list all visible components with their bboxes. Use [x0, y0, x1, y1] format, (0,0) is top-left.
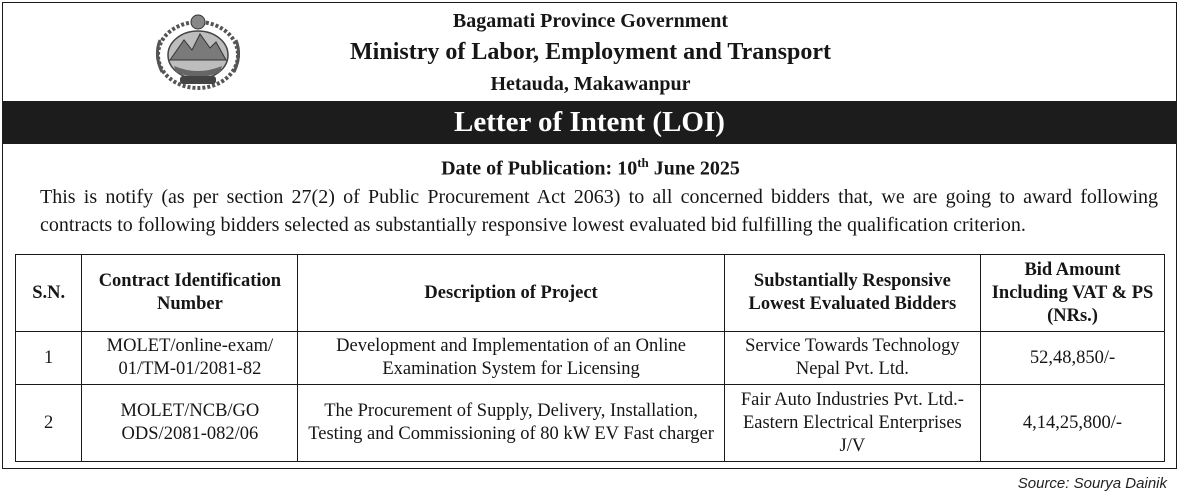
notice-body-text: This is notify (as per section 27(2) of Public Procurement Act 2063) to all concerned bidders that, we are going to award following contracts to following bidders selected as substantially responsive lowest evaluated bid fulfilling the qualification criterion.	[40, 186, 1158, 236]
source-credit: Source: Sourya Dainik	[1017, 475, 1167, 492]
header-bidder: Substantially Responsive Lowest Evaluated Bidders	[724, 255, 980, 332]
office-location: Hetauda, Makawanpur	[490, 73, 691, 95]
cell-contract-id: MOLET/online-exam/ 01/TM-01/2081-82	[82, 332, 298, 385]
cell-contract-id: MOLET/NCB/GO ODS/2081-082/06	[82, 385, 298, 462]
cell-sn: 2	[16, 385, 82, 462]
cell-description: Development and Implementation of an Online Examination System for Licensing	[298, 332, 724, 385]
table-row	[16, 385, 1165, 462]
header-sn: S.N.	[16, 255, 82, 332]
contracts-table	[15, 254, 1165, 462]
loi-title-banner: Letter of Intent (LOI)	[2, 101, 1177, 144]
publication-date	[0, 155, 1181, 181]
publication-date-rest: June 2025	[648, 157, 740, 180]
table-row	[16, 332, 1165, 385]
ministry-name: Ministry of Labor, Employment and Transport	[350, 39, 831, 65]
cell-amount: 4,14,25,800/-	[981, 385, 1165, 462]
table-header-row	[16, 255, 1165, 332]
cell-sn: 1	[16, 332, 82, 385]
cell-bidder: Fair Auto Industries Pvt. Ltd.-Eastern Electrical Enterprises J/V	[724, 385, 980, 462]
publication-date-label: Date of Publication: 10	[441, 157, 638, 180]
cell-description: The Procurement of Supply, Delivery, Installation, Testing and Commissioning of 80 kW EV Fast charger	[298, 385, 724, 462]
header-amount: Bid Amount Including VAT & PS (NRs.)	[981, 255, 1165, 332]
header-description: Description of Project	[298, 255, 724, 332]
cell-amount: 52,48,850/-	[981, 332, 1165, 385]
cell-bidder: Service Towards Technology Nepal Pvt. Ltd.	[724, 332, 980, 385]
header-contract-id: Contract Identification Number	[82, 255, 298, 332]
publication-date-ordinal: th	[637, 155, 649, 170]
government-name: Bagamati Province Government	[452, 10, 729, 32]
